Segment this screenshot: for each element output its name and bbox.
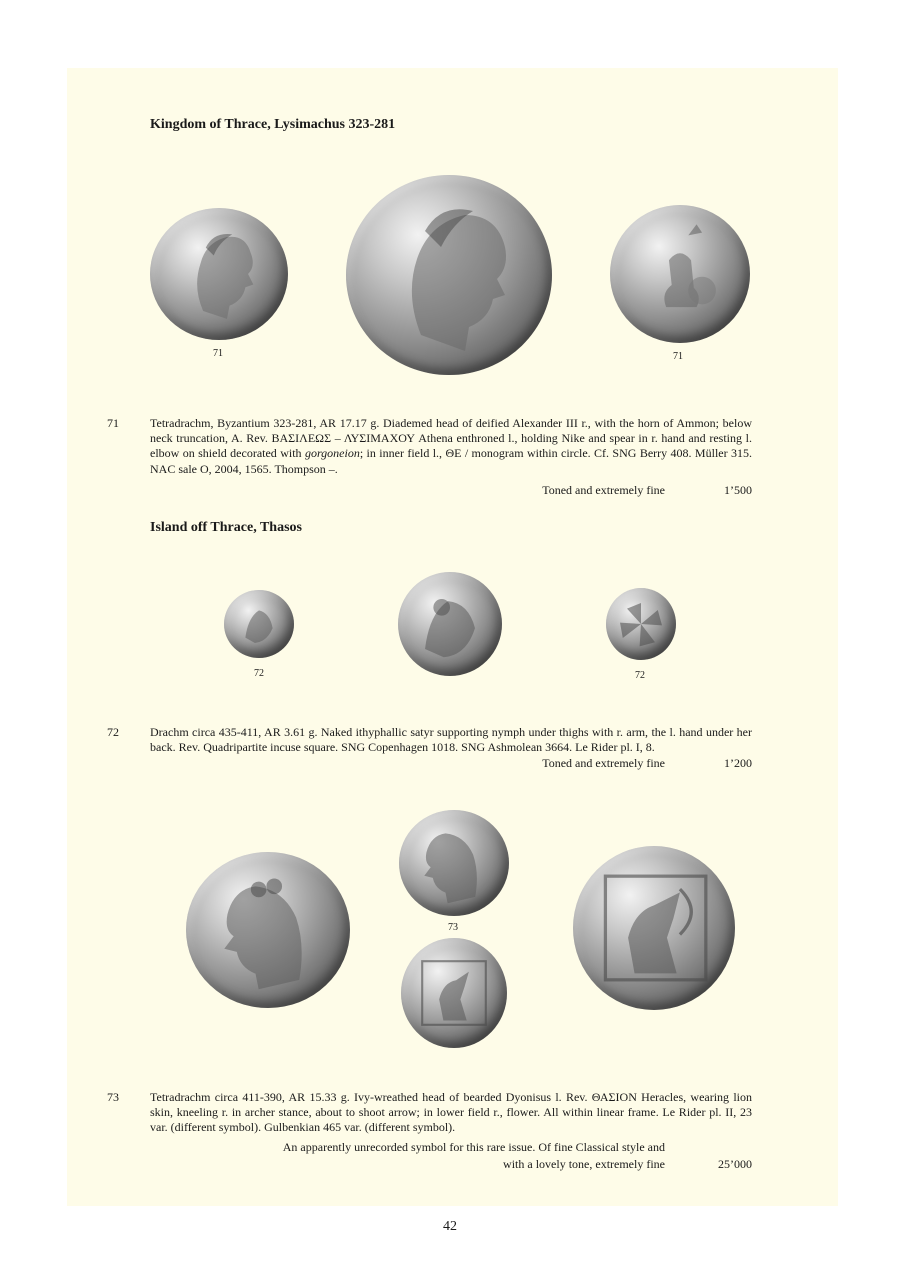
lot-remark: An apparently unrecorded symbol for this rare issue. Of fine Classical style and bbox=[282, 1140, 665, 1154]
page-number: 42 bbox=[443, 1219, 457, 1234]
section-title: Island off Thrace, Thasos bbox=[150, 520, 302, 535]
coin-caption: 71 bbox=[213, 348, 223, 359]
lot-number: 72 bbox=[107, 725, 119, 739]
coin-caption: 72 bbox=[635, 670, 645, 681]
coin-72-reverse bbox=[606, 588, 676, 660]
lot-number: 71 bbox=[107, 416, 119, 430]
coin-71-obverse-large bbox=[346, 175, 552, 375]
lot-grade: with a lovely tone, extremely fine bbox=[503, 1157, 665, 1171]
coin-72-obverse-large bbox=[398, 572, 502, 676]
coin-caption: 71 bbox=[673, 351, 683, 362]
coin-73-obverse-small bbox=[399, 810, 509, 916]
lot-grade: Toned and extremely fine bbox=[542, 483, 665, 497]
coin-72-obverse-small bbox=[224, 590, 294, 658]
lot-description: Drachm circa 435-411, AR 3.61 g. Naked ithyphallic satyr supporting nymph under thighs with r. arm, the l. hand under her back. Rev. Quadripartite incuse square. SNG Copenhagen 1018. SNG Ashmolean 3664. Le Rider pl. I, 8. bbox=[150, 725, 752, 755]
coin-caption: 72 bbox=[254, 668, 264, 679]
coin-73-reverse-large bbox=[573, 846, 735, 1010]
lot-estimate: 1’500 bbox=[724, 483, 752, 497]
lot-description: Tetradrachm circa 411-390, AR 15.33 g. Ivy-wreathed head of bearded Dyonisus l. Rev. ΘΑΣΙΟΝ Heracles, wearing lion skin, kneeling r. in archer stance, about to shoot arrow; in lower field r., flower. All within linear frame. Le Rider pl. II, 23 var. (different symbol). Gulbenkian 465 var. (different symbol). bbox=[150, 1090, 752, 1135]
lot-number: 73 bbox=[107, 1090, 119, 1104]
section-title: Kingdom of Thrace, Lysimachus 323-281 bbox=[150, 117, 396, 132]
coin-73-obverse-large bbox=[186, 852, 350, 1008]
coin-73-reverse-small bbox=[401, 938, 507, 1048]
lot-description: Tetradrachm, Byzantium 323-281, AR 17.17 g. Diademed head of deified Alexander III r., with the horn of Ammon; below neck truncation, A. Rev. ΒΑΣΙΛΕΩΣ – ΛΥΣΙΜΑΧΟΥ Athena enthroned l., holding Nike and spear in r. hand and resting l. elbow on shield decorated with gorgoneion; in inner field l., ΘΕ / monogram within circle. Cf. SNG Berry 408. Müller 315. NAC sale O, 2004, 1565. Thompson –. bbox=[150, 416, 752, 476]
coin-caption: 73 bbox=[448, 922, 458, 933]
lot-estimate: 25’000 bbox=[718, 1157, 752, 1171]
coin-71-reverse bbox=[610, 205, 750, 343]
lot-estimate: 1’200 bbox=[724, 756, 752, 770]
lot-grade: Toned and extremely fine bbox=[542, 756, 665, 770]
coin-71-obverse-small bbox=[150, 208, 288, 340]
